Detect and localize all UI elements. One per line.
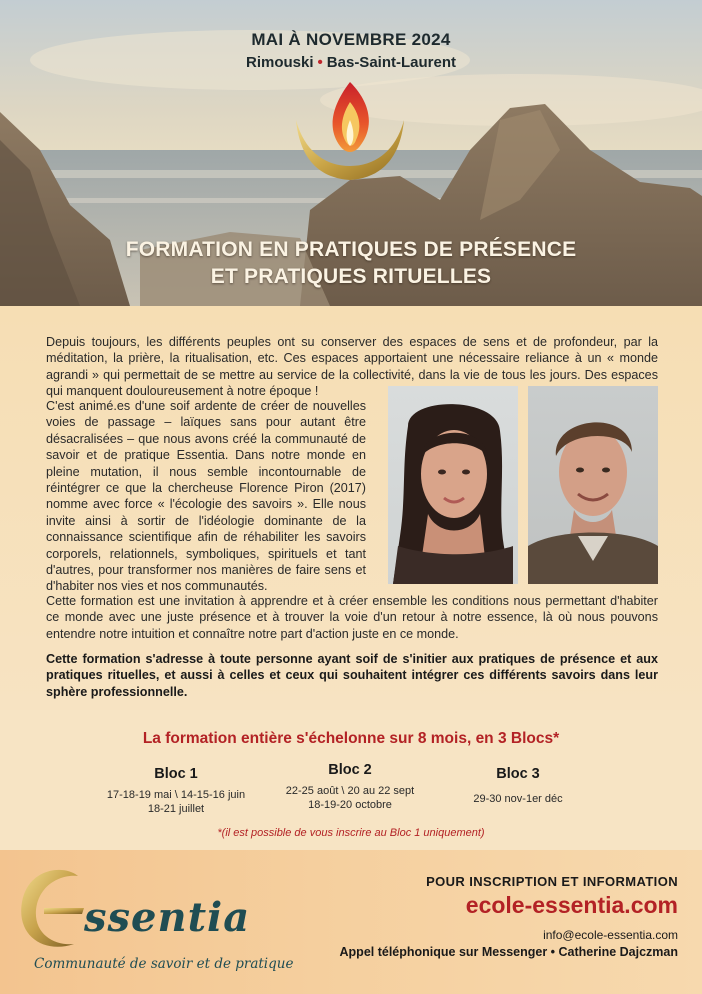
bloc-dates-line-2: 18-21 juillet [147, 803, 205, 815]
email-link[interactable]: info@ecole-essentia.com [543, 928, 678, 942]
bloc-dates [438, 792, 598, 806]
bloc-3 [438, 766, 598, 806]
title-line-1: FORMATION EN PRATIQUES DE PRÉSENCE [125, 238, 577, 261]
bloc-1 [96, 766, 256, 816]
bloc-dates [96, 788, 256, 816]
logo-wordmark: ssentia [84, 894, 251, 941]
photo-man [528, 386, 658, 584]
bloc-name: Bloc 3 [496, 766, 540, 782]
website-link[interactable]: ecole-essentia.com [465, 892, 678, 918]
bloc-dates-line-1: 29-30 nov-1er déc [473, 793, 563, 805]
phone-contact: Appel téléphonique sur Messenger • Catherine Dajczman [339, 945, 678, 959]
schedule-note: *(il est possible de vous inscrire au Bloc 1 uniquement) [217, 827, 485, 839]
region: Bas-Saint-Laurent [326, 54, 456, 71]
audience-paragraph: Cette formation s'adresse à toute personne ayant soif de s'initier aux pratiques de présence et aux pratiques rituelles, et aussi à celles et ceux qui souhaitent intégrer ces différents savoirs dans leur sphère professionnelle. [46, 652, 658, 699]
intro-paragraph: Depuis toujours, les différents peuples ont su conserver des espaces de sens et de profondeur, par la méditation, la prière, la ritualisation, etc. Ces espaces apportaient une nécessaire reliance à un « monde agrandi » qui permettait de se mettre au service de la collectivité, dans la vie de tous les jours. Des espaces qui manquent douloureusement à notre époque ! [46, 335, 658, 399]
essentia-paragraph: C'est animé.es d'une soif ardente de créer de nouvelles voies de passage – laïques sans pour autant être désacralisées – que nous avons créé la communauté de savoir et de pratique Essentia. Dans notre monde en pleine mutation, il nous semble incontournable de réintégrer ce que la chercheuse Florence Piron (2017) nomme avec force « l'écologie des savoirs ». Elle nous invite ainsi à sortir de l'idéologie dominante de la connaissance scientifique afin de réhabiliter les savoirs corporels, relationnels, symboliques, spirituels et tant d'autres, pour transformer nos manières de faire sens et d'habiter nos vies et nos communautés. [46, 399, 366, 594]
bloc-dates-line-2: 18-19-20 octobre [308, 799, 392, 811]
contact-heading: POUR INSCRIPTION ET INFORMATION [426, 874, 678, 889]
essentia-logo-icon [14, 862, 94, 958]
hero-banner [0, 0, 702, 306]
bloc-dates-line-1: 22-25 août \ 20 au 22 sept [285, 785, 415, 797]
bloc-dates-line-1: 17-18-19 mai \ 14-15-16 juin [106, 789, 246, 801]
bloc-2 [270, 762, 430, 812]
footer [0, 850, 702, 994]
photo-woman [388, 386, 518, 584]
event-dates: MAI À NOVEMBRE 2024 [251, 30, 451, 49]
logo-tagline: Communauté de savoir et de pratique [34, 956, 294, 972]
city: Rimouski [246, 54, 314, 71]
bloc-dates [270, 784, 430, 812]
schedule-title: La formation entière s'échelonne sur 8 mois, en 3 Blocs* [142, 730, 560, 747]
invitation-paragraph: Cette formation est une invitation à apprendre et à créer ensemble les conditions nous permettant d'habiter ce monde avec une juste présence et à trouver la voie d'un retour à notre essence, là où nous pouvons entendre notre intuition et connaître notre part d'action juste en ce monde. [46, 594, 658, 641]
description-section [0, 306, 702, 710]
schedule-section [0, 710, 702, 850]
bloc-name: Bloc 2 [328, 762, 372, 778]
bloc-name: Bloc 1 [154, 766, 198, 782]
title-line-2: ET PRATIQUES RITUELLES [210, 265, 492, 288]
event-location [0, 54, 702, 71]
location-separator: • [317, 54, 323, 71]
page-title [0, 236, 702, 290]
